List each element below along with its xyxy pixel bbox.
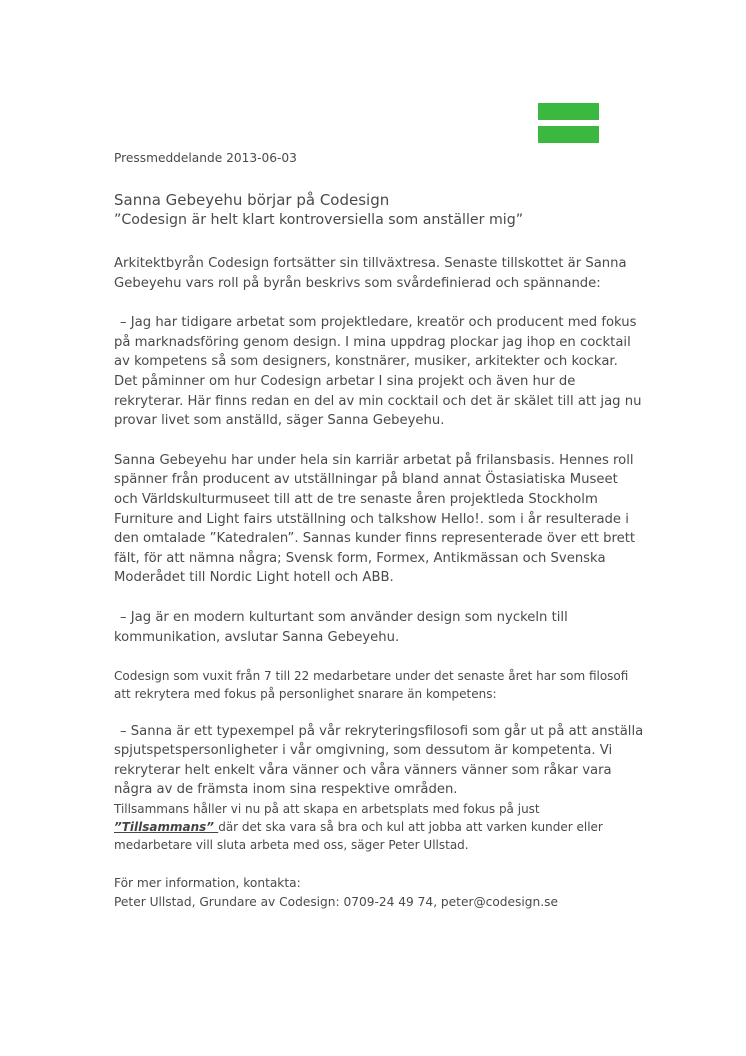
logo-bar-bottom: [538, 126, 599, 143]
codesign-logo-icon: [538, 103, 599, 143]
contact-heading: För mer information, kontakta:: [114, 876, 301, 891]
quote-paragraph-2: – Jag är en modern kulturtant som använder design som nyckeln till kommunikation, avslutar Sanna Gebeyehu.: [114, 609, 568, 645]
quote-paragraph-1: – Jag har tidigare arbetat som projektledare, kreatör och producent med fokus på marknadsföring genom design. I mina uppdrag plockar jag ihop en cocktail av kompetens så som designers, konstnärer, musiker, arkitekter och kockar. Det påminner om hur Codesign arbetar I sina projekt och även hur de rekryterar. Här finns redan en del av min cocktail och det är skälet till att jag nu provar livet som anställd, säger Sanna Gebeyehu.: [114, 315, 642, 429]
intro-paragraph: Arkitektbyrån Codesign fortsätter sin tillväxtresa. Senaste tillskottet är Sanna Gebeyehu vars roll på byrån beskrivs som svårdefinierad och spännande:: [114, 256, 627, 291]
quote-paragraph-3: – Sanna är ett typexempel på vår rekryteringsfilosofi som går ut på att anställa spjutspetspersonligheter i vår omgivning, som dessutom är kompetenta. Vi rekryterar helt enkelt våra vänner och våra vänners vänner som råkar vara några av de främsta inom sina respektive områden.: [114, 723, 644, 798]
subheadline: ”Codesign är helt klart kontroversiella som anställer mig”: [114, 212, 524, 228]
dateline: Pressmeddelande 2013-06-03: [114, 151, 297, 165]
logo-bar-top: [538, 103, 599, 120]
closing-end: där det ska vara så bra och kul att jobba att varken kunder eller medarbetare vill sluta arbeta med oss, säger Peter Ullstad.: [114, 820, 603, 853]
press-release: [114, 150, 644, 912]
headline: Sanna Gebeyehu börjar på Codesign: [114, 191, 390, 209]
closing-paragraph: [114, 800, 644, 855]
closing-start: Tillsammans håller vi nu på att skapa en arbetsplats med fokus på just: [114, 801, 540, 816]
closing-emphasis: ”Tillsammans”: [114, 820, 219, 835]
growth-paragraph: Codesign som vuxit från 7 till 22 medarbetare under det senaste året har som filosofi att rekrytera med fokus på personlighet snarare än kompetens:: [114, 669, 629, 702]
contact-line: Peter Ullstad, Grundare av Codesign: 0709-24 49 74, peter@codesign.se: [114, 895, 558, 910]
background-paragraph: Sanna Gebeyehu har under hela sin karriär arbetat på frilansbasis. Hennes roll spänner från producent av utställningar på bland annat Östasiatiska Museet och Världskulturmuseet till att de tre senaste åren projektleda Stockholm Furniture and Light fairs utställning och talkshow Hello!. som i år resulterade i den omtalade ”Katedralen”. Sannas kunder finns representerade över ett brett fält, för att nämna några; Svensk form, Formex, Antikmässan och Svenska Moderådet till Nordic Light hotell och ABB.: [114, 452, 636, 586]
